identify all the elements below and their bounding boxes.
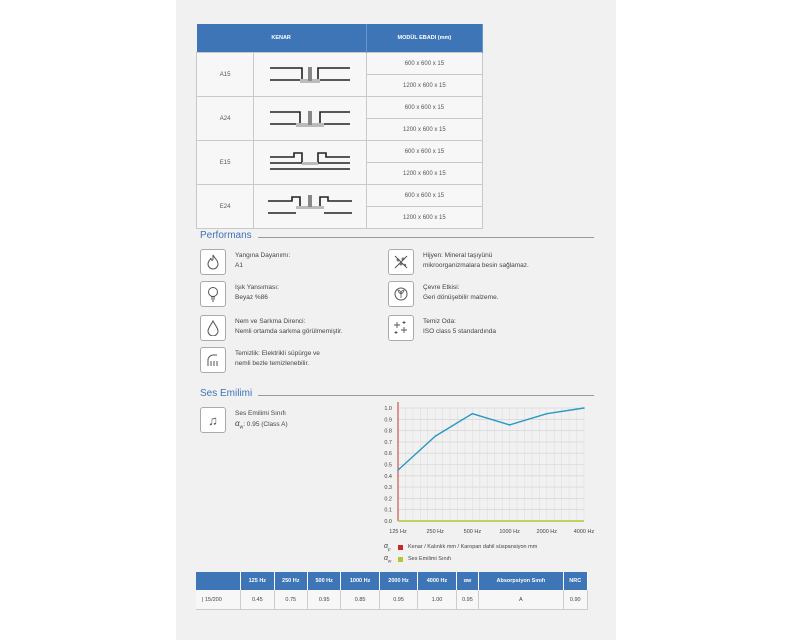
legend-text: Ses Emilimi Sınıfı — [408, 556, 452, 563]
table-cell: A — [479, 590, 563, 610]
legend-swatch — [398, 545, 403, 550]
absorption-table — [196, 572, 588, 610]
feature-label: Yangına Dayanımı: — [235, 252, 291, 259]
edge-code: E24 — [197, 185, 254, 229]
x-tick-label: 4000 Hz — [573, 529, 595, 535]
edge-code: A24 — [197, 97, 254, 141]
module-size: 1200 x 600 x 15 — [366, 75, 482, 97]
module-size: 600 x 600 x 15 — [366, 53, 482, 75]
table-header: 125 Hz — [241, 572, 274, 590]
series-line — [398, 408, 584, 470]
feature-value: A1 — [235, 262, 243, 269]
performance-title: Performans — [200, 230, 252, 241]
y-tick-label: 0.2 — [384, 496, 392, 503]
table-header: 500 Hz — [307, 572, 340, 590]
alpha-subscript: w — [239, 424, 244, 431]
legend-sym: α — [384, 543, 388, 550]
data-point — [583, 407, 585, 409]
module-size-header: MODÜL EBADI (mm) — [366, 24, 482, 53]
table-row — [196, 590, 588, 610]
table-header: 250 Hz — [274, 572, 307, 590]
y-tick-label: 0.8 — [384, 428, 392, 435]
table-cell: 0.95 — [307, 590, 340, 610]
feature-label: Temizlik: Elektrikli süpürge ve — [235, 350, 320, 357]
chart-y-ticks — [384, 406, 392, 525]
table-header: 1000 Hz — [341, 572, 379, 590]
data-point — [509, 424, 511, 426]
module-size: 600 x 600 x 15 — [366, 141, 482, 163]
y-tick-label: 0.1 — [384, 507, 392, 514]
feature-value: Beyaz %86 — [235, 294, 268, 301]
x-tick-label: 1000 Hz — [499, 529, 520, 535]
edge-header: KENAR — [197, 24, 367, 53]
feature-value: Geri dönüşebilir malzeme. — [423, 294, 499, 301]
sound-class-label: Ses Emilimi Sınıfı — [235, 410, 286, 417]
legend-symbol — [384, 555, 398, 563]
legend-sym: α — [384, 555, 388, 562]
table-cell: 0.95 — [456, 590, 478, 610]
y-tick-label: 1.0 — [384, 406, 392, 412]
legend-item-alpha-p — [384, 543, 537, 551]
chart-x-ticks — [389, 529, 594, 535]
feature-label: Hijyen: Mineral taşıyünü — [423, 252, 493, 259]
table-header: 2000 Hz — [379, 572, 417, 590]
alpha-w-value: : 0.95 (Class A) — [243, 421, 288, 428]
x-tick-label: 2000 Hz — [536, 529, 558, 535]
sound-absorption-title: Ses Emilimi — [200, 388, 253, 399]
data-point — [472, 413, 474, 415]
module-size: 600 x 600 x 15 — [366, 185, 482, 207]
feature-value: mikroorganizmalara besin sağlamaz. — [423, 262, 529, 269]
feature-label: Işık Yansıması: — [235, 284, 279, 291]
table-cell: 1.00 — [418, 590, 456, 610]
legend-swatch — [398, 557, 403, 562]
legend-text: Kenar / Kalınlık mm / Karopan dahil süspansiyon mm — [408, 544, 538, 551]
table-cell: 0.85 — [341, 590, 379, 610]
table-cell: 0.45 — [241, 590, 274, 610]
table-header: Absorpsiyon Sınıfı — [479, 572, 563, 590]
table-cell: | 15/200 — [196, 590, 241, 610]
legend-sub: w — [388, 558, 392, 564]
data-point — [546, 413, 548, 415]
y-tick-label: 0.6 — [384, 451, 392, 458]
table-header — [196, 572, 241, 590]
table-cell: 0.95 — [379, 590, 417, 610]
legend-sub: p — [388, 546, 391, 552]
x-tick-label: 500 Hz — [463, 529, 482, 535]
feature-value: ISO class 5 standardında — [423, 328, 496, 335]
feature-value: Nemli ortamda sarkma görülmemiştir. — [235, 328, 343, 335]
legend-symbol — [384, 543, 398, 551]
y-tick-label: 0.7 — [384, 439, 392, 446]
module-size: 1200 x 600 x 15 — [366, 163, 482, 185]
chart-series — [397, 407, 585, 521]
y-tick-label: 0.3 — [384, 485, 392, 492]
data-point — [397, 469, 399, 471]
feature-label: Nem ve Sarkma Direnci: — [235, 318, 306, 325]
y-tick-label: 0.0 — [384, 519, 392, 525]
x-tick-label: 125 Hz — [389, 529, 407, 535]
module-size: 1200 x 600 x 15 — [366, 119, 482, 141]
module-size: 1200 x 600 x 15 — [366, 207, 482, 229]
table-cell: 0.90 — [563, 590, 587, 610]
x-tick-label: 250 Hz — [426, 529, 444, 535]
table-header: αw — [456, 572, 478, 590]
y-tick-label: 0.5 — [384, 462, 392, 469]
music-note-icon: ♫ — [200, 407, 226, 433]
edge-code: E15 — [197, 141, 254, 185]
feature-value: nemli bezle temizlenebilir. — [235, 360, 310, 367]
table-header: 4000 Hz — [418, 572, 456, 590]
alpha-symbol: α — [235, 419, 240, 428]
y-tick-label: 0.4 — [384, 473, 392, 480]
edge-code: A15 — [197, 53, 254, 97]
legend-item-alpha-w — [384, 555, 451, 563]
module-size: 600 x 600 x 15 — [366, 97, 482, 119]
y-tick-label: 0.9 — [384, 417, 392, 424]
data-point — [434, 435, 436, 437]
feature-label: Temiz Oda: — [423, 318, 456, 325]
feature-label: Çevre Etkisi: — [423, 284, 460, 291]
table-cell: 0.75 — [274, 590, 307, 610]
table-header: NRC — [563, 572, 587, 590]
